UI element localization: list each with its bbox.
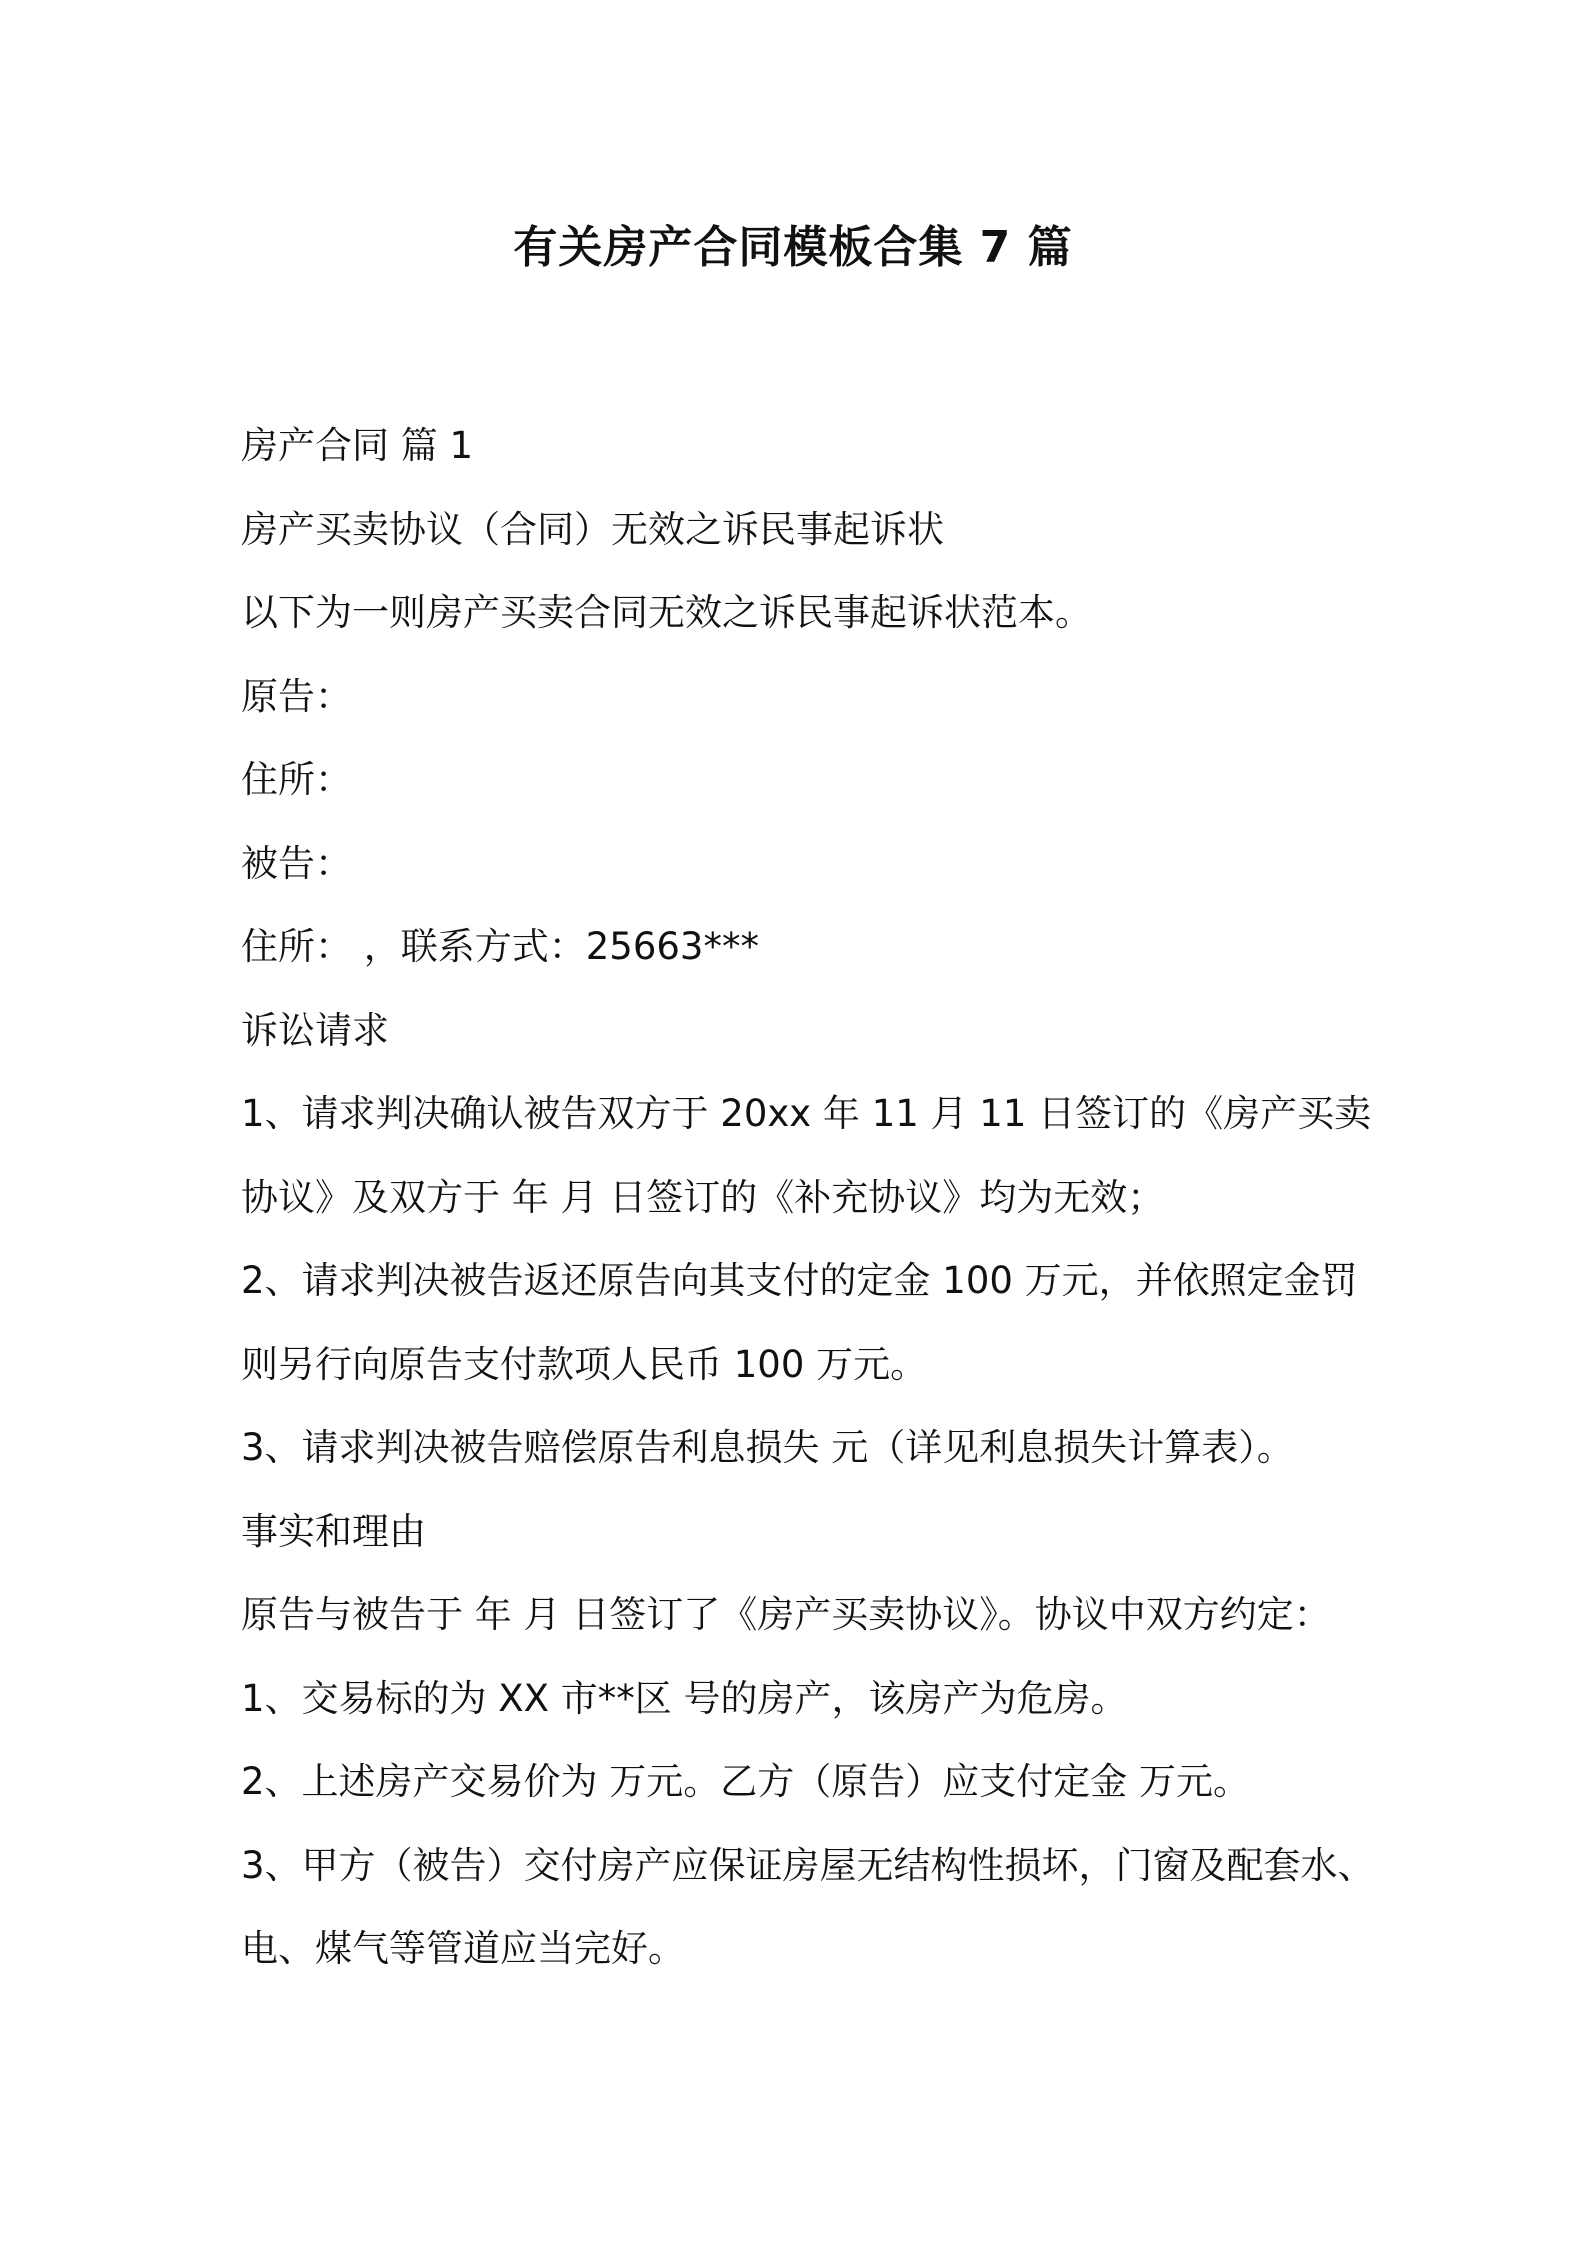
document-title: 有关房产合同模板合集 7 篇 (513, 222, 1073, 273)
paragraph-line: 1、交易标的为 XX 市**区 号的房产，该房产为危房。 (241, 1676, 1128, 1720)
paragraph-line: 3、甲方（被告）交付房产应保证房屋无结构性损坏，门窗及配套水、 (241, 1843, 1375, 1887)
plaintiff-line: 原告： (241, 674, 352, 718)
facts-heading: 事实和理由 (241, 1509, 426, 1553)
paragraph-line: 3、请求判决被告赔偿原告利息损失 元（详见利息损失计算表）。 (241, 1426, 1294, 1469)
paragraph-line: 则另行向原告支付款项人民币 100 万元。 (241, 1342, 928, 1386)
paragraph-line: 以下为一则房产买卖合同无效之诉民事起诉状范本。 (241, 591, 1092, 634)
defendant-address-line: 住所： ，联系方式：25663*** (241, 925, 759, 968)
paragraph-line: 2、请求判决被告返还原告向其支付的定金 100 万元，并依照定金罚 (241, 1259, 1358, 1302)
paragraph-line: 原告与被告于 年 月 日签订了《房产买卖协议》。协议中双方约定： (241, 1593, 1331, 1636)
paragraph-line: 电、煤气等管道应当完好。 (241, 1927, 685, 1970)
subtitle-line: 房产买卖协议（合同）无效之诉民事起诉状 (241, 507, 944, 551)
paragraph-line: 协议》及双方于 年 月 日签订的《补充协议》均为无效； (241, 1175, 1165, 1219)
paragraph-line: 2、上述房产交易价为 万元。乙方（原告）应支付定金 万元。 (241, 1760, 1251, 1803)
paragraph-line: 1、请求判决确认被告双方于 20xx 年 11 月 11 日签订的《房产买卖 (241, 1092, 1372, 1135)
defendant-line: 被告： (241, 841, 352, 885)
plaintiff-address-line: 住所： (241, 758, 352, 801)
section-heading: 房产合同 篇 1 (241, 424, 474, 467)
claims-heading: 诉讼请求 (241, 1008, 389, 1052)
document-body (241, 404, 1391, 1991)
